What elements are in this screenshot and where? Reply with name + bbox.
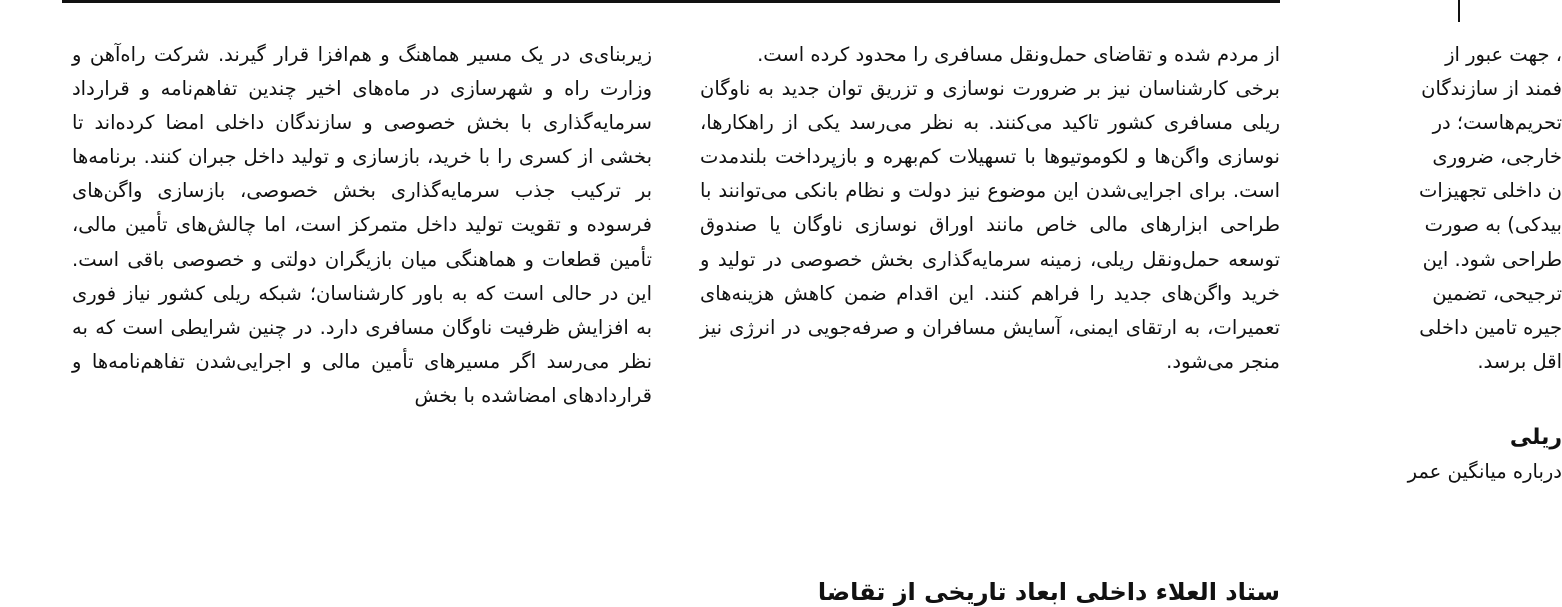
column-line: ترجیحی، تضمین <box>1432 281 1562 305</box>
column-line: تحریم‌هاست؛ در <box>1432 111 1562 135</box>
article-column-left <box>72 38 652 589</box>
column-line: ن داخلی تجهیزات <box>1418 179 1562 203</box>
column-line: خارجی، ضروری <box>1432 145 1562 169</box>
article-column-right <box>1326 38 1562 589</box>
column-paragraph: از مردم شده و تقاضای حمل‌ونقل مسافری را محدود کرده است. <box>757 43 1280 66</box>
column-line: بیدکی) به صورت <box>1424 213 1562 237</box>
column-line: درباره میانگین عمر <box>1407 460 1562 484</box>
column-heading: ریلی <box>1509 424 1562 450</box>
top-rule <box>62 0 1280 3</box>
column-text: زیربنای‌ی در یک مسیر هماهنگ و هم‌افزا قرار گیرند. شرکت راه‌آهن و وزارت راه و شهرسازی در ماه‌های اخیر چندین تفاهم‌نامه و قرارداد سرمایه‌گذاری با بخش خصوصی و سازندگان داخلی امضا کرده‌اند تا بخشی از کسری را با خرید، بازسازی و تولید داخل جبران کنند. برنامه‌ها بر ترکیب جذب سرمایه‌گذاری بخش خصوصی، بازسازی واگن‌های فرسوده و تقویت تولید داخل متمرکز است، اما چالش‌های تأمین مالی، تأمین قطعات و هماهنگی میان بازیگران دولتی و خصوصی باقی است. این در حالی است که به باور کارشناسان؛ شبکه ریلی کشور نیاز فوری به افزایش ظرفیت ناوگان مسافری دارد. در چنین شرایطی است که به نظر می‌رسد اگر مسیرهای تأمین مالی و اجرایی‌شدن تفاهم‌نامه‌ها و قراردادهای امضاشده با بخش <box>72 43 652 407</box>
column-paragraph: برخی کارشناسان نیز بر ضرورت نوسازی و تزریق توان جدید به ناوگان ریلی مسافری کشور تاکید می‌کنند. به نظر می‌رسد یکی از راهکارها، نوسازی واگن‌ها و لکوموتیوها با تسهیلات کم‌بهره و بازپرداخت بلندمدت است. برای اجرایی‌شدن این موضوع نیز دولت و نظام بانکی می‌توانند با طراحی ابزارهای مالی خاص مانند اوراق نوسازی ناوگان یا صندوق توسعه حمل‌ونقل ریلی، زمینه سرمایه‌گذاری بخش خصوصی در تولید و خرید واگن‌های جدید را فراهم کنند. این اقدام ضمن کاهش هزینه‌های تعمیرات، به ارتقای ایمنی، آسایش مسافران و صرفه‌جویی در انرژی نیز منجر می‌شود. <box>700 77 1280 373</box>
column-line: فمند از سازندگان <box>1421 77 1562 101</box>
column-line: ، جهت عبور از <box>1445 43 1562 66</box>
column-line: جیره تامین داخلی <box>1419 315 1562 339</box>
section-heading <box>700 575 1280 606</box>
article-column-middle <box>700 38 1280 558</box>
section-heading-text: ستاد العلاء داخلی ابعاد تاریخی از تقاضا <box>817 578 1280 606</box>
gutter-rule <box>1458 0 1460 22</box>
column-line: اقل برسد. <box>1477 349 1562 373</box>
column-line: طراحی شود. این <box>1422 247 1562 271</box>
